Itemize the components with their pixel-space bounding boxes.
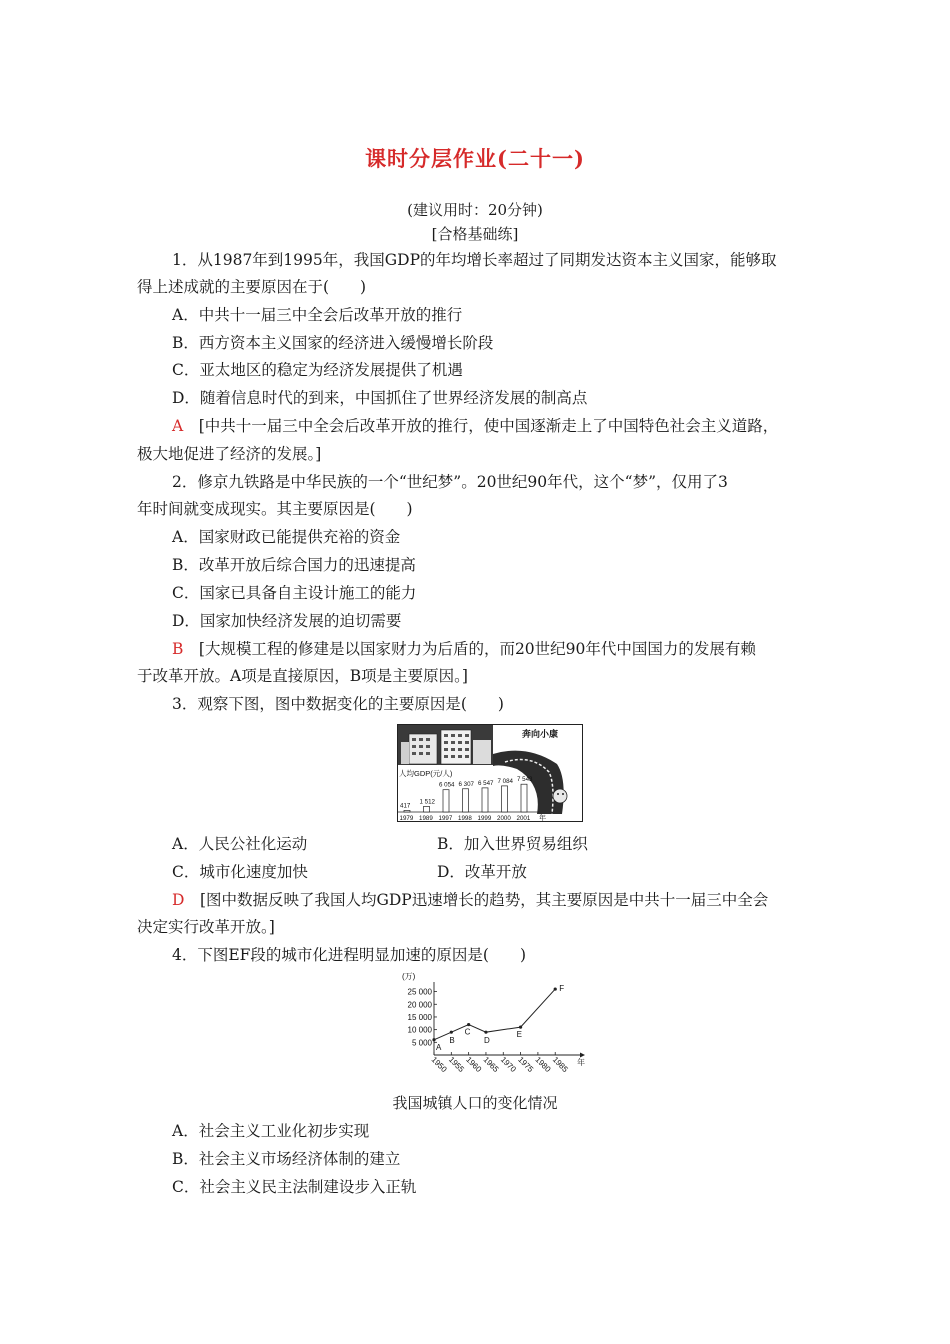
y-tick-label: 10 000	[407, 1025, 432, 1035]
point-label: C	[464, 1027, 471, 1037]
q1-explanation-line1: A [中共十一届三中全会后改革开放的推行，使中国逐渐走上了中国特色社会主义道路，	[172, 417, 779, 435]
point-label: E	[516, 1030, 522, 1040]
q1-option-c: C．亚太地区的稳定为经济发展提供了机遇	[172, 361, 463, 379]
data-point	[450, 1031, 453, 1034]
y-tick-label: 20 000	[407, 1000, 432, 1010]
gdp-bar	[404, 810, 410, 812]
gdp-year-label: 1998	[458, 815, 472, 822]
q1-explanation-line2: 极大地促进了经济的发展。]	[137, 445, 322, 463]
q3-answer: D	[172, 891, 185, 909]
gdp-year-label: 1979	[399, 815, 414, 822]
gdp-figure	[397, 724, 583, 822]
q4-option-b: B．社会主义市场经济体制的建立	[172, 1150, 401, 1168]
q2-option-a: A．国家财政已能提供充裕的资金	[172, 528, 401, 546]
gdp-bar	[482, 788, 488, 812]
q2-stem-line2: 年时间就变成现实。其主要原因是( )	[137, 500, 413, 518]
point-label: F	[559, 984, 565, 994]
q3-option-d: D．改革开放	[437, 863, 527, 881]
q3-explanation-line1: D [图中数据反映了我国人均GDP迅速增长的趋势，其主要原因是中共十一届三中全会	[172, 891, 769, 909]
page-title: 课时分层作业(二十一)	[365, 146, 585, 171]
q2-explanation-line1: B [大规模工程的修建是以国家财力为后盾的，而20世纪90年代中国国力的发展有赖	[172, 640, 756, 658]
q1-option-a: A．中共十一届三中全会后改革开放的推行	[172, 306, 463, 324]
gdp-year-label: 1997	[438, 815, 453, 822]
section-label: [合格基础练]	[431, 225, 519, 243]
figure-ylabel: 人均GDP(元/人)	[399, 769, 453, 778]
point-label: B	[449, 1036, 455, 1046]
chart-caption: 我国城镇人口的变化情况	[392, 1094, 558, 1112]
gdp-year-label: 2000	[497, 815, 511, 822]
x-axis-label: 年	[577, 1058, 585, 1067]
figure-heading: 奔向小康	[522, 729, 559, 739]
gdp-bar	[521, 784, 527, 812]
q2-option-d: D．国家加快经济发展的迫切需要	[172, 612, 402, 630]
q1-option-b: B．西方资本主义国家的经济进入缓慢增长阶段	[172, 334, 494, 352]
x-tick-label: 1965	[481, 1055, 501, 1074]
x-tick-label: 1975	[516, 1055, 536, 1074]
x-tick-label: 1970	[498, 1055, 518, 1074]
q4-option-c: C．社会主义民主法制建设步入正轨	[172, 1178, 417, 1196]
time-note: (建议用时：20分钟)	[407, 201, 543, 219]
x-axis-arrow	[580, 1053, 585, 1058]
point-label: A	[436, 1042, 442, 1052]
q2-answer: B	[172, 640, 184, 658]
q1-stem-line1: 1．从1987年到1995年，我国GDP的年均增长率超过了同期发达资本主义国家，能够取	[172, 251, 777, 269]
x-tick-label: 1950	[429, 1055, 449, 1074]
q1-answer: A	[172, 417, 184, 435]
q2-option-c: C．国家已具备自主设计施工的能力	[172, 584, 417, 602]
gdp-bar-label: 6 307	[458, 780, 474, 788]
gdp-year-label: 2001	[516, 815, 531, 822]
y-tick-label: 25 000	[407, 987, 432, 997]
data-point	[554, 987, 557, 990]
gdp-bar	[443, 790, 449, 812]
y-tick-label: 15 000	[407, 1012, 432, 1022]
gdp-year-label: 1999	[477, 815, 492, 822]
q4-stem: 4．下图EF段的城市化进程明显加速的原因是( )	[172, 946, 527, 964]
x-tick-label: 1980	[533, 1055, 553, 1074]
gdp-bar	[502, 786, 508, 812]
y-axis-label: (万)	[402, 972, 416, 981]
q3-stem: 3．观察下图，图中数据变化的主要原因是( )	[172, 695, 504, 713]
gdp-bar	[424, 806, 430, 812]
gdp-bar-label: 417	[400, 802, 411, 810]
q1-option-d: D．随着信息时代的到来，中国抓住了世界经济发展的制高点	[172, 389, 588, 407]
q3-option-a: A．人民公社化运动	[172, 835, 308, 853]
figure-year-suffix: 年	[539, 815, 546, 822]
gdp-bar-label: 1 512	[419, 798, 435, 806]
y-tick-label: 5 000	[411, 1038, 432, 1048]
q2-explanation-line2: 于改革开放。A项是直接原因，B项是主要原因。]	[137, 667, 468, 685]
data-point	[432, 1038, 435, 1041]
urban-population-chart	[398, 970, 588, 1088]
q3-option-c: C．城市化速度加快	[172, 863, 308, 881]
data-point	[467, 1023, 470, 1026]
q3-option-b: B．加入世界贸易组织	[437, 835, 588, 853]
gdp-bar-label: 6 547	[478, 779, 494, 787]
gdp-year-label: 1989	[419, 815, 433, 822]
q2-stem-line1: 2．修京九铁路是中华民族的一个“世纪梦”。20世纪90年代，这个“梦”，仅用了3	[172, 473, 728, 491]
point-label: D	[483, 1036, 490, 1046]
gdp-bar-label: 7 543	[517, 776, 533, 784]
gdp-bar	[463, 789, 469, 812]
x-tick-label: 1960	[464, 1055, 484, 1074]
q2-option-b: B．改革开放后综合国力的迅速提高	[172, 556, 416, 574]
data-point	[484, 1031, 487, 1034]
q1-stem-line2: 得上述成就的主要原因在于( )	[137, 278, 367, 296]
x-tick-label: 1955	[446, 1055, 466, 1074]
gdp-bar-label: 6 054	[439, 781, 455, 789]
q3-explanation-line2: 决定实行改革开放。]	[137, 918, 275, 936]
q4-option-a: A．社会主义工业化初步实现	[172, 1122, 370, 1140]
data-point	[519, 1026, 522, 1029]
x-tick-label: 1985	[550, 1055, 570, 1074]
gdp-bar-label: 7 084	[497, 777, 513, 785]
